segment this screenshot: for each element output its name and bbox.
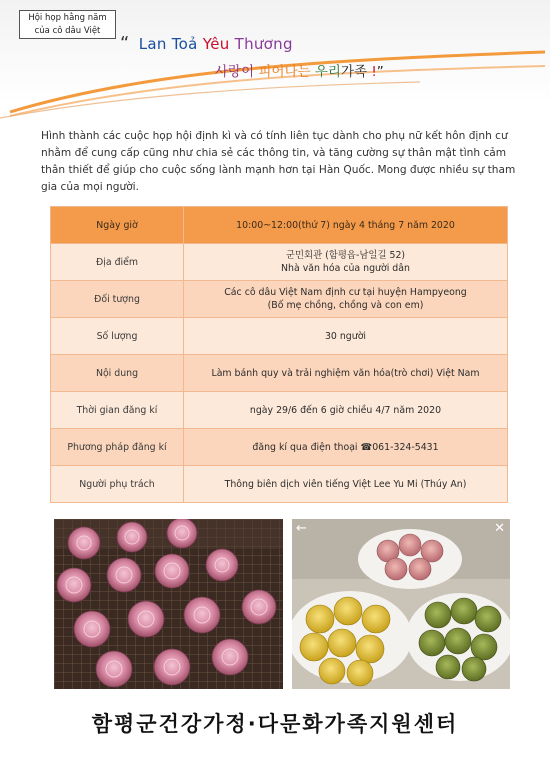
row-value: ngày 29/6 đến 6 giờ chiều 4/7 năm 2020 xyxy=(184,392,508,429)
table-row xyxy=(51,392,508,429)
event-tag-line1: Hội họp hằng năm xyxy=(28,13,107,23)
row-value: 10:00~12:00(thứ 7) ngày 4 tháng 7 năm 2020 xyxy=(184,207,508,244)
table-row xyxy=(51,244,508,281)
subline-k4: 가족 xyxy=(340,64,368,80)
table-row xyxy=(51,466,508,503)
row-value: Làm bánh quy và trải nghiệm văn hóa(trò chơi) Việt Nam xyxy=(184,355,508,392)
korean-subline xyxy=(215,60,384,80)
previous-arrow-icon[interactable]: ← xyxy=(296,521,307,536)
intro-paragraph: Hình thành các cuộc họp hội định kì và có tính liên tục dành cho phụ nữ kết hôn định cư nhằm để cung cấp cũng như chia sẻ các thông tin, và tăng cường sự thân mật tình cảm thân thiết để giúp cho cuộc sống lành mạnh hơn tại Hàn Quốc. Mong được nhiều sự tham gia của mọi người. xyxy=(41,130,516,193)
row-value: Các cô dâu Việt Nam định cư tại huyện Hampyeong (Bố mẹ chồng, chồng và con em) xyxy=(184,281,508,318)
table-row xyxy=(51,429,508,466)
event-tag xyxy=(19,10,116,39)
row-value: 군민회관 (함평읍-남일길 52) Nhà văn hóa của người dân xyxy=(184,244,508,281)
row-label: Phương pháp đăng kí xyxy=(51,429,184,466)
row-label: Nội dung xyxy=(51,355,184,392)
headline xyxy=(120,33,293,54)
event-info-table xyxy=(50,206,508,503)
row-value: đăng kí qua điện thoại ☎061-324-5431 xyxy=(184,429,508,466)
table-row xyxy=(51,207,508,244)
footer-organization: 함평군건강가정·다문화가족지원센터 xyxy=(91,712,459,736)
row-label: Ngày giờ xyxy=(51,207,184,244)
subline-k3: 우리 xyxy=(314,64,341,80)
row-label: Đối tượng xyxy=(51,281,184,318)
headline-word2: Yêu xyxy=(202,35,230,53)
row-label: Người phụ trách xyxy=(51,466,184,503)
headline-word1: Lan Toả xyxy=(138,35,198,53)
close-icon[interactable]: ✕ xyxy=(494,521,505,536)
table-row xyxy=(51,355,508,392)
subline-k1: 사랑이 xyxy=(215,64,255,80)
meringue-cookies-photo xyxy=(292,519,510,689)
row-label: Địa điểm xyxy=(51,244,184,281)
rose-cookies-photo xyxy=(54,519,283,689)
subline-k2: 피어나는 xyxy=(258,64,311,80)
row-label: Số lượng xyxy=(51,318,184,355)
row-value: Thông biên dịch viên tiếng Việt Lee Yu Mi (Thúy An) xyxy=(184,466,508,503)
event-tag-line2: của cô dâu Việt xyxy=(34,26,101,36)
table-row xyxy=(51,281,508,318)
table-row xyxy=(51,318,508,355)
subline-k5: ! xyxy=(371,64,377,80)
subline-k6: ” xyxy=(376,64,384,80)
row-value: 30 người xyxy=(184,318,508,355)
headline-quote: “ xyxy=(120,33,130,54)
headline-word3: Thương xyxy=(234,35,293,53)
row-label: Thời gian đăng kí xyxy=(51,392,184,429)
